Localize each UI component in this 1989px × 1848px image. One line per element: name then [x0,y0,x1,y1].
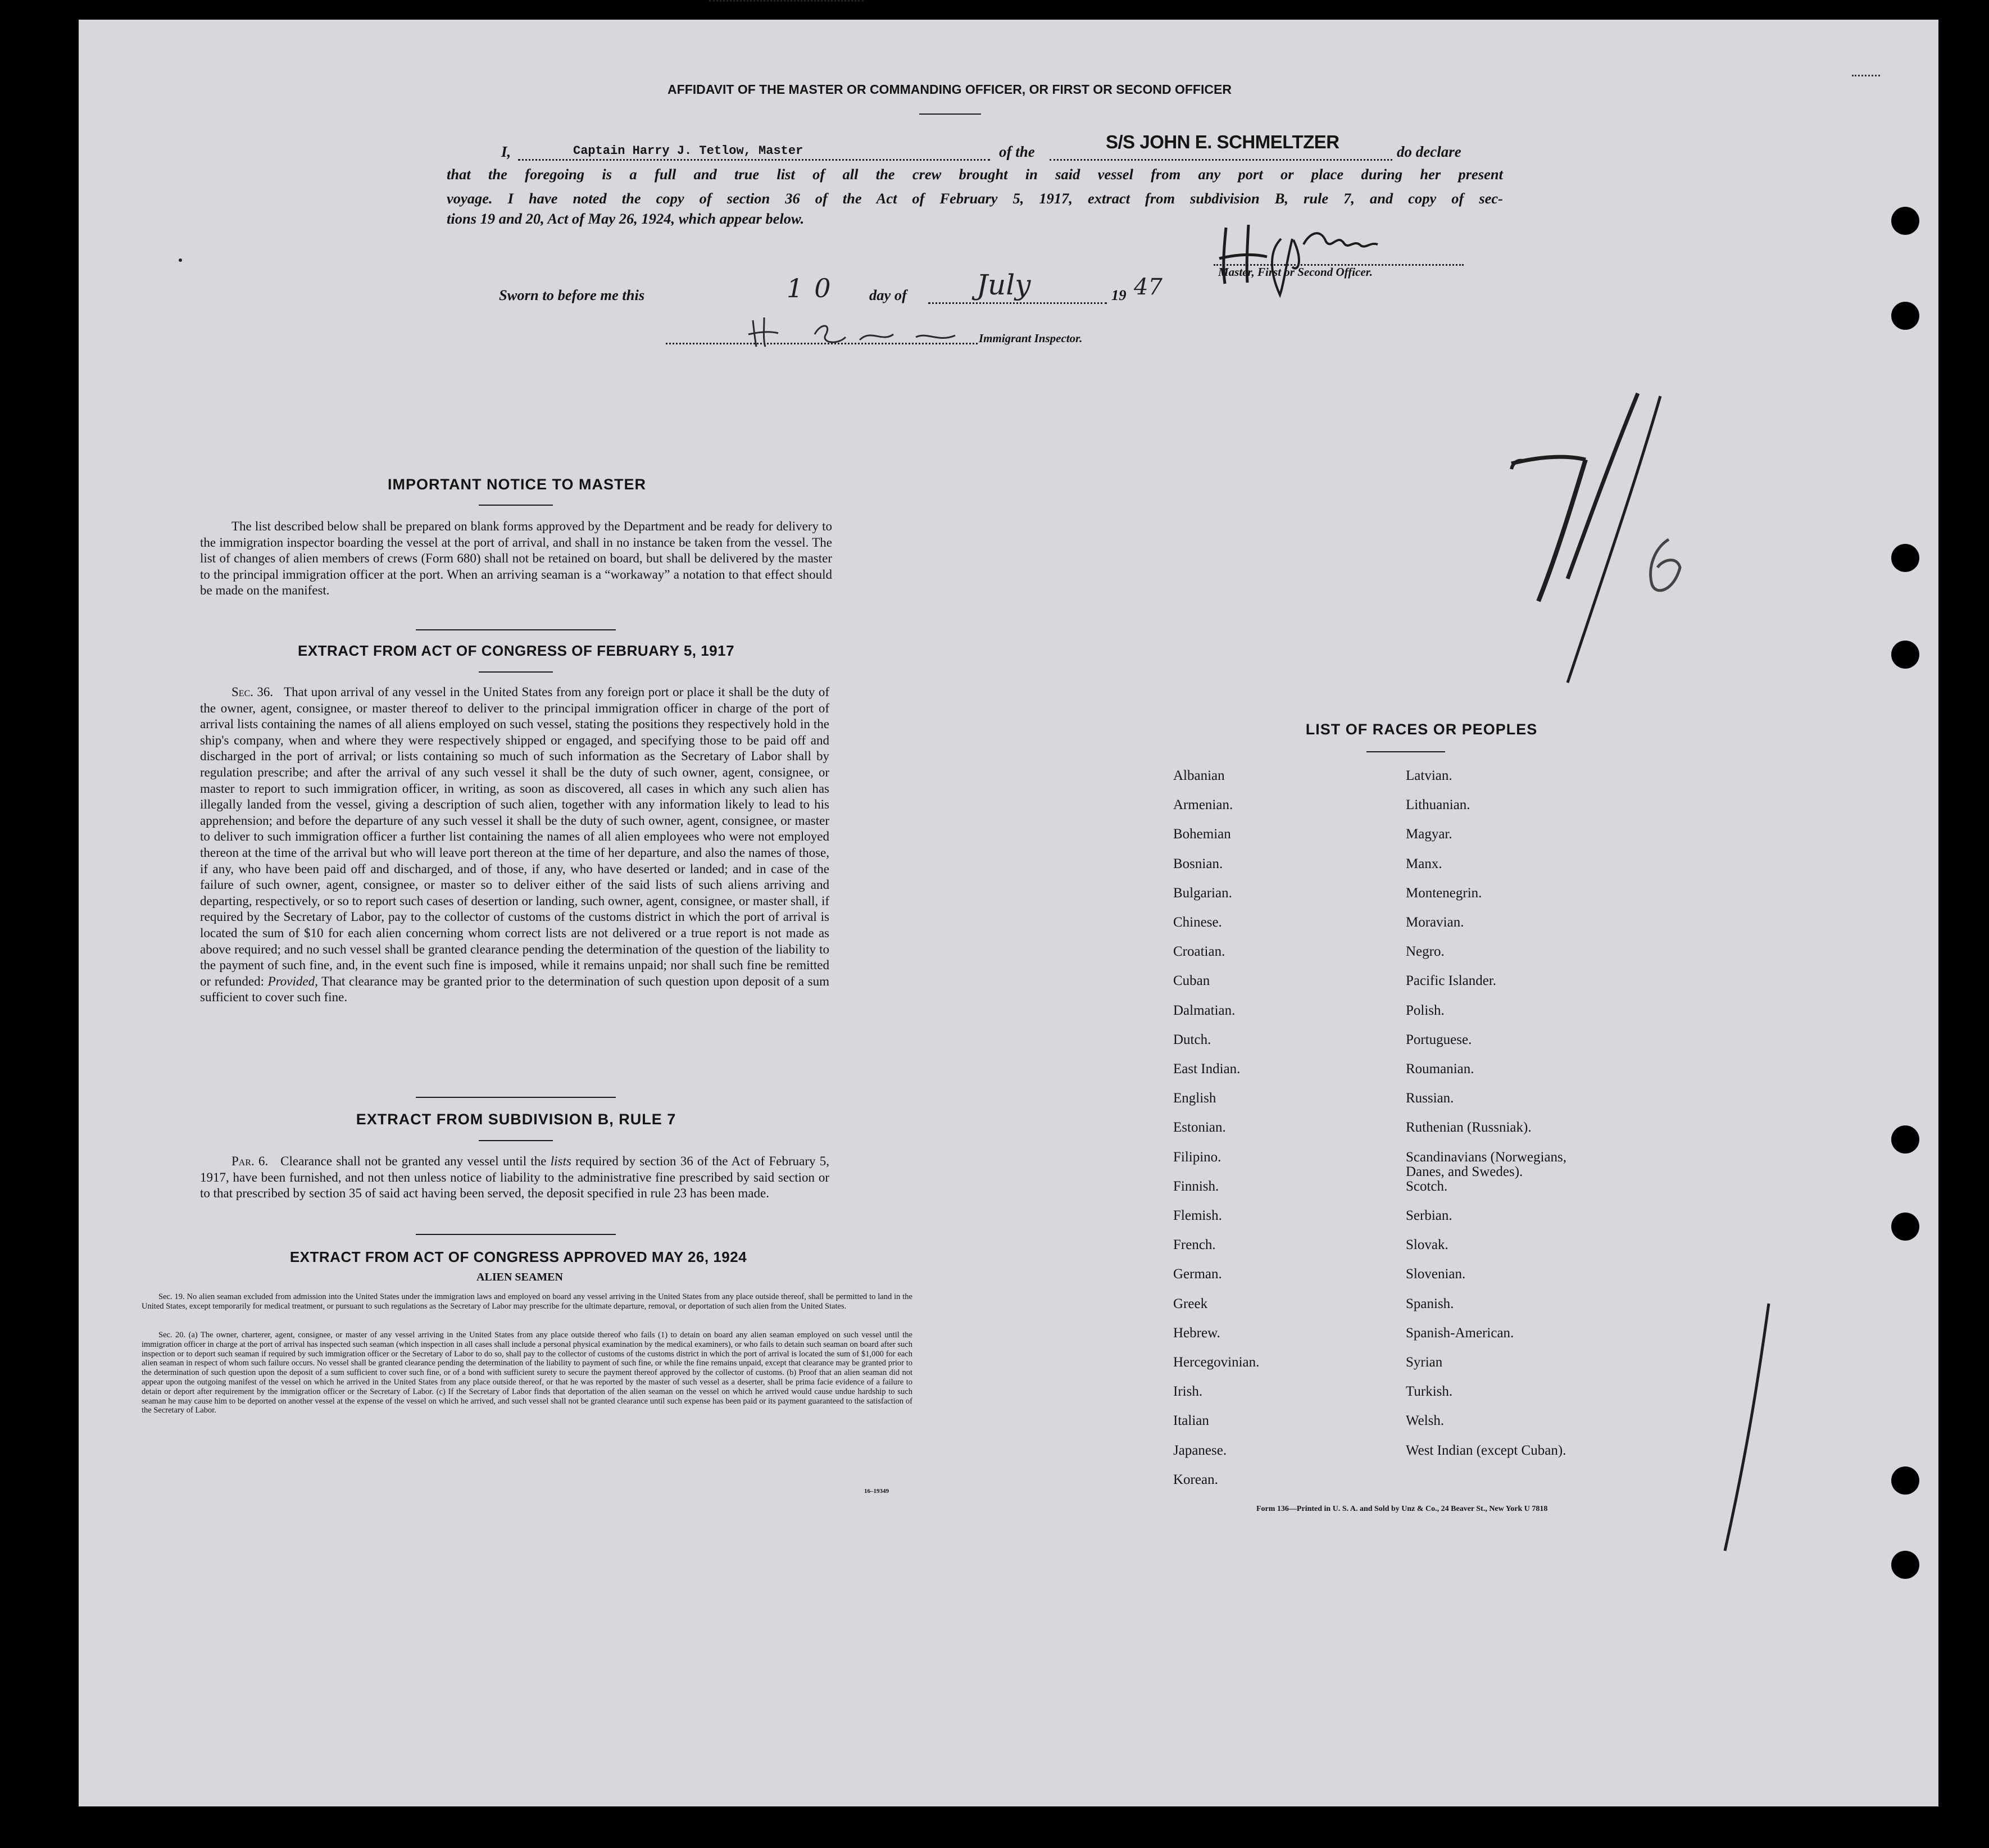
officer-label: Master, First or Second Officer. [1218,265,1373,279]
printer-footer: Form 136—Printed in U. S. A. and Sold by Unz & Co., 24 Beaver St., New York U 7818 [1256,1505,1548,1513]
race-item: Filipino. [1173,1150,1221,1165]
race-item: Scandinavians (Norwegians, [1406,1150,1567,1165]
race-item: Bosnian. [1173,856,1223,871]
affidavit-line-2: voyage. I have noted the copy of section 36 of the Act of February 5, 1917, extract from subdivision B, rule 7, and copy of sec- [447,190,1503,207]
race-item: Japanese. [1173,1443,1227,1458]
extract-1924-heading: EXTRACT FROM ACT OF CONGRESS APPROVED MAY 26, 1924 [289,1248,747,1265]
title-underline [919,113,981,115]
race-item: Bohemian [1173,827,1231,842]
race-item: Dutch. [1173,1032,1211,1047]
rule-7-text-b: required by section 36 of the Act of February 5, 1917, have been furnished, and not then unless notice of liability to the administrative fine prescribed by said section or to that prescribed by section 35 of said act having been served, the deposit specified in rule 23 has been made. [200,1154,829,1201]
do-declare-label: do declare [1397,143,1461,160]
race-item: Chinese. [1173,915,1222,930]
race-item: Serbian. [1406,1208,1452,1223]
handwritten-mark [1483,388,1708,691]
rule-7-text-a: Clearance shall not be granted any vessel until the [280,1154,547,1168]
race-item: Italian [1173,1413,1209,1428]
race-item: Estonian. [1173,1120,1226,1135]
lists-word: lists [550,1154,571,1168]
day-of-label: day of [869,287,907,303]
day-line [709,0,864,2]
provided-word: Provided, [267,974,318,988]
race-item: East Indian. [1173,1061,1241,1077]
month-value: July [977,269,1031,301]
binder-hole [1891,1213,1919,1241]
races-heading: LIST OF RACES OR PEOPLES [1305,721,1538,738]
notice-divider [416,629,616,630]
affidavit-title: AFFIDAVIT OF THE MASTER OR COMMANDING OFFICER, OR FIRST OR SECOND OFFICER [667,82,1232,97]
margin-speck [1852,73,1880,76]
year-value: 47 [1134,274,1162,300]
race-item: Danes, and Swedes). [1406,1164,1523,1179]
affidavit-line-1: that the foregoing is a full and true list of all the crew brought in said vessel from any port or place during her present [447,166,1503,183]
binder-hole [1891,1125,1919,1154]
race-item: Bulgarian. [1173,886,1232,901]
race-item: Polish. [1406,1003,1445,1018]
notice-heading: IMPORTANT NOTICE TO MASTER [388,476,646,493]
race-item: German. [1173,1266,1222,1282]
race-item: Latvian. [1406,768,1452,783]
race-item: Moravian. [1406,915,1464,930]
race-item: Spanish. [1406,1296,1454,1311]
race-item: Magyar. [1406,827,1452,842]
extract-1917-heading: EXTRACT FROM ACT OF CONGRESS OF FEBRUARY 5, 1917 [297,642,735,659]
year-prefix: 19 [1111,287,1127,303]
race-item: Hebrew. [1173,1325,1220,1341]
race-item: French. [1173,1237,1216,1252]
affidavit-line-3: tions 19 and 20, Act of May 26, 1924, which appear below. [447,210,805,227]
race-item: Greek [1173,1296,1208,1311]
vessel-name: S/S JOHN E. SCHMELTZER [1106,131,1339,152]
declarant-line [518,159,990,161]
race-item: Pacific Islander. [1406,973,1497,988]
section-36-label: Sec. 36. [231,685,274,699]
race-item: Hercegovinian. [1173,1355,1260,1370]
section-36-tail: That clearance may be granted prior to the determination of such question upon deposit of a sum sufficient to cover such fine. [200,974,830,1005]
binder-hole [1891,207,1919,235]
section-36-text: That upon arrival of any vessel in the United States from any foreign port or place it shall be the duty of the owner, agent, consignee, or master thereof to deliver to the principal immigration officer in charge of the port of arrival lists containing the names of all aliens employed on such vessel, stating the positions they respectively hold in the ship's company, when and where they were respectively shipped or engaged, and specifying those to be paid off and discharged in the port of arrival; or lists containing so much of such information as the Secretary of Labor shall by regulation prescribe; and after the arrival of any such vessel it shall be the duty of such owner, agent, consignee, or master to report to such immigration officer, in writing, as soon as discovered, all cases in which any such alien has illegally landed from the vessel, giving a description of such alien, together with any information likely to lead to his apprehension; and before the departure of any such vessel it shall be the duty of such owner, agent, consignee, or master to deliver to such immigration officer a further list containing the names of all alien employees who were not employed thereon at the time of the arrival but who will leave port thereon at the time of her departure, and also the names of those, if any, who have been paid off and discharged, and of those, if any, who have deserted or landed; and in case of the failure of such owner, agent, consignee, or master so to deliver either of the said lists of such aliens arriving and departing, respectively, or so to report such cases of desertion or landing, such owner, agent, consignee, or master shall, if required by the Secretary of Labor, pay to the collector of customs of the customs district in which the port of arrival is located the sum of $10 for each alien concerning whom correct lists are not delivered or a true report is not made as above required; and no such vessel shall be granted clearance pending the determination of the question of the liability to the payment of such fine, and, in the event such fine is imposed, while it remains unpaid; nor shall such fine be remitted or refunded: [200,685,829,988]
vessel-line [1050,159,1392,161]
master-signature [1214,216,1382,301]
race-item: Scotch. [1406,1179,1448,1194]
race-item: West Indian (except Cuban). [1406,1443,1566,1458]
binder-hole [1891,1466,1919,1495]
race-item: Flemish. [1173,1208,1222,1223]
binder-hole [1891,1551,1919,1579]
binder-hole [1891,544,1919,572]
race-item: Syrian [1406,1355,1443,1370]
section-19-text: Sec. 19. No alien seaman excluded from admission into the United States under the immigration laws and employed on board any vessel arriving in the United States from any place outside thereof, shall be permitted to land in the United States, except temporarily for medical treatment, or pursuant to such regulations as the Secretary of Labor may prescribe for the ultimate departure, removal, or deportation of such alien from the United States. [142,1292,912,1311]
paragraph-6-label: Par. 6. [231,1154,269,1168]
month-line [928,302,1107,304]
race-item: Cuban [1173,973,1210,988]
declarant-name: Captain Harry J. Tetlow, Master [573,144,803,158]
race-item: Croatian. [1173,944,1225,959]
race-item: Roumanian. [1406,1061,1474,1077]
binder-hole [1891,641,1919,669]
race-item: Albanian [1173,768,1225,783]
race-item: Manx. [1406,856,1442,871]
race-item: Lithuanian. [1406,797,1470,812]
notice-body: The list described below shall be prepared on blank forms approved by the Department and be ready for delivery to the immigration inspector boarding the vessel at the port of arrival, and shall in no instance be taken from the vessel. The list of changes of alien members of crews (Form 680) shall not be retained on board, but shall be delivered by the master to the principal immigration officer at the port. When an arriving seaman is a “workaway” a notation to that effect should be made on the manifest. [200,519,832,598]
race-item: Turkish. [1406,1384,1453,1399]
race-item: Finnish. [1173,1179,1219,1194]
race-item: Irish. [1173,1384,1203,1399]
day-value: 10 [787,273,842,303]
races-underline [1366,751,1445,752]
margin-speck [179,258,182,262]
race-item: Slovak. [1406,1237,1448,1252]
of-the-label: of the [999,143,1035,160]
race-item: Negro. [1406,944,1445,959]
extract-1917-body [200,684,829,1006]
race-item: Portuguese. [1406,1032,1472,1047]
race-item: English [1173,1091,1216,1106]
notice-underline [479,505,553,506]
rule-7-heading: EXTRACT FROM SUBDIVISION B, RULE 7 [356,1111,676,1128]
race-item: Montenegrin. [1406,886,1482,901]
race-item: Dalmatian. [1173,1003,1236,1018]
rule-7-underline [479,1140,553,1141]
alien-seamen-subheading: ALIEN SEAMEN [476,1271,563,1283]
race-item: Korean. [1173,1472,1218,1487]
declarant-pronoun: I, [501,143,511,160]
form-code: 16–19349 [864,1488,889,1495]
race-item: Russian. [1406,1091,1454,1106]
race-item: Ruthenian (Russniak). [1406,1120,1532,1135]
extract-1917-underline [479,671,553,673]
inspector-signature [747,312,983,351]
race-item: Armenian. [1173,797,1233,812]
race-item: Slovenian. [1406,1266,1466,1282]
race-item: Welsh. [1406,1413,1445,1428]
extract-1917-divider [416,1097,616,1098]
rule-7-body [200,1154,829,1202]
rule-7-divider [416,1234,616,1235]
sworn-prefix: Sworn to before me this [499,287,645,303]
race-item: Spanish-American. [1406,1325,1514,1341]
binder-hole [1891,302,1919,330]
section-20-text: Sec. 20. (a) The owner, charterer, agent, consignee, or master of any vessel arriving in the United States from any place outside thereof who fails (1) to detain on board any alien seaman employed on such vessel until the immigration officer in charge at the port of arrival has inspected such seaman (which inspection in all cases shall include a personal physical examination by the medical examiners), or who fails to detain such seaman on board after such inspection or to deport such seaman if required by such immigration officer or the Secretary of Labor to do so, shall pay to the collector of customs of the customs district in which the port of arrival is located the sum of $1,000 for each alien seaman in respect of whom such failure occurs. No vessel shall be granted clearance pending the determination of the liability to payment of such fine, or while the fine remains unpaid, except that clearance may be granted prior to the determination of such question upon the deposit of a sum sufficient to cover such fine, or of a bond with sufficient surety to secure the payment thereof approved by the collector of customs. (b) Proof that an alien seaman did not appear upon the outgoing manifest of the vessel on which he arrived in the United States from any place outside thereof, or that he was reported by the master of such vessel as a deserter, shall be prima facie evidence of a failure to detain or deport after requirement by the immigration officer or the Secretary of Labor. (c) If the Secretary of Labor finds that deportation of the alien seaman on the vessel on which he arrived would cause undue hardship to such seaman he may cause him to be deported on another vessel at the expense of the vessel on which he arrived, and such vessel shall not be granted clearance until such expense has been paid or its payment guaranteed to the satisfaction of the Secretary of Labor. [142,1331,912,1415]
inspector-label: Immigrant Inspector. [979,332,1083,345]
handwritten-stroke [1697,1292,1775,1556]
